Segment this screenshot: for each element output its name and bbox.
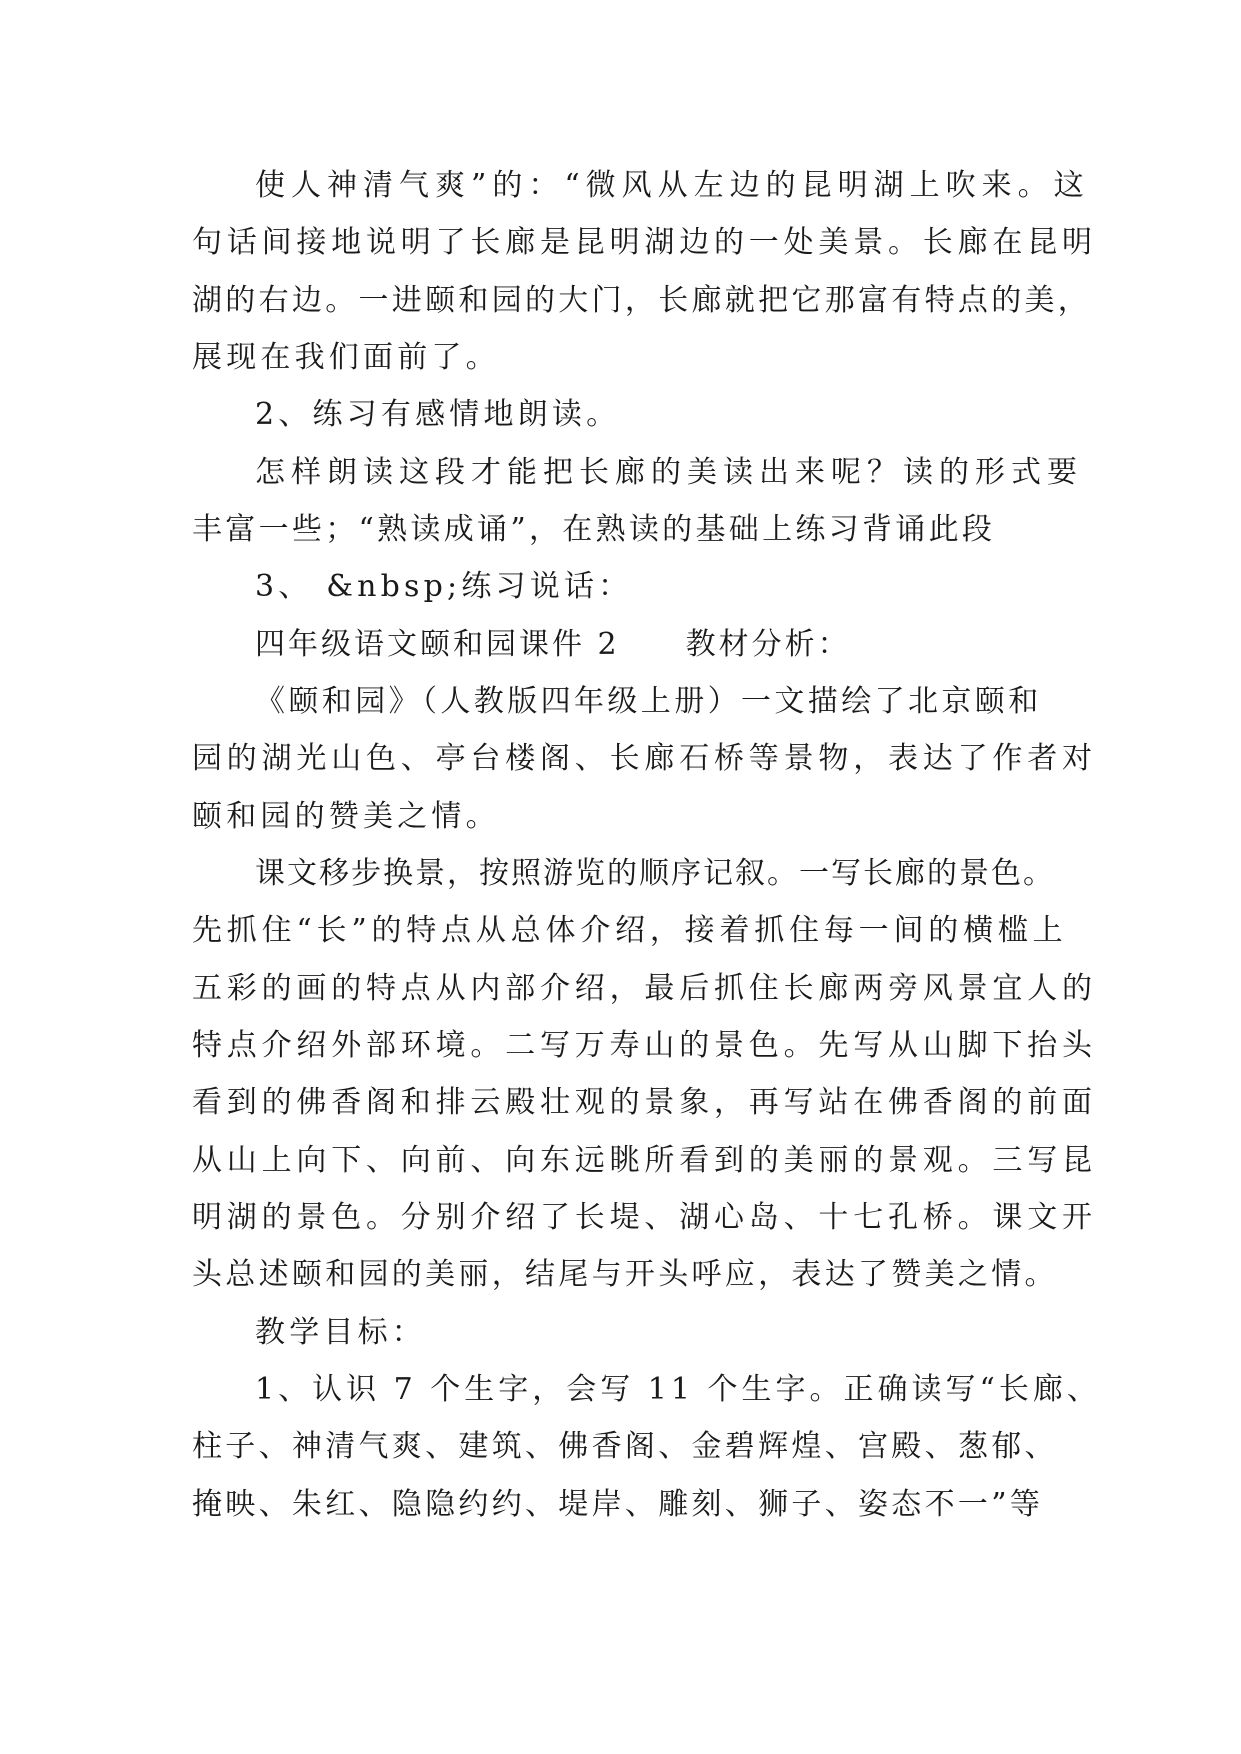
text-line: 《颐和园》（人教版四年级上册）一文描绘了北京颐和 [255, 684, 1042, 719]
text-line: 1、认识 7 个生字，会写 11 个生字。正确读写“长廊、 [255, 1372, 1101, 1407]
text-line: 湖的右边。一进颐和园的大门，长廊就把它那富有特点的美， [192, 283, 1092, 318]
text-line: 丰富一些；“熟读成诵”，在熟读的基础上练习背诵此段 [192, 512, 996, 547]
text-line: 课文移步换景，按照游览的顺序记叙。一写长廊的景色。 [255, 856, 1055, 891]
text-line: 先抓住“长”的特点从总体介绍，接着抓住每一间的横槛上 [192, 913, 1068, 948]
text-line: 教学目标： [255, 1315, 426, 1350]
text-line: 2、练习有感情地朗读。 [255, 397, 621, 432]
text-line: 看到的佛香阁和排云殿壮观的景象，再写站在佛香阁的前面 [192, 1085, 1097, 1120]
text-line: 怎样朗读这段才能把长廊的美读出来呢？读的形式要 [255, 455, 1083, 490]
text-line: 四年级语文颐和园课件 2 教材分析： [255, 627, 851, 662]
text-line: 掩映、朱红、隐隐约约、堤岸、雕刻、狮子、姿态不一”等 [192, 1487, 1044, 1522]
text-line: 头总述颐和园的美丽，结尾与开头呼应，表达了赞美之情。 [192, 1257, 1058, 1292]
text-line: 展现在我们面前了。 [192, 340, 500, 375]
text-line: 3、 &nbsp;练习说话： [255, 569, 633, 604]
text-line: 使人神清气爽”的：“微风从左边的昆明湖上吹来。这 [255, 168, 1090, 203]
text-line: 从山上向下、向前、向东远眺所看到的美丽的景观。三写昆 [192, 1143, 1097, 1178]
text-line: 特点介绍外部环境。二写万寿山的景色。先写从山脚下抬头 [192, 1028, 1097, 1063]
text-line: 句话间接地说明了长廊是昆明湖边的一处美景。长廊在昆明 [192, 225, 1097, 260]
text-line: 颐和园的赞美之情。 [192, 799, 500, 834]
text-line: 明湖的景色。分别介绍了长堤、湖心岛、十七孔桥。课文开 [192, 1200, 1097, 1235]
text-line: 园的湖光山色、亭台楼阁、长廊石桥等景物，表达了作者对 [192, 741, 1097, 776]
text-line: 五彩的画的特点从内部介绍，最后抓住长廊两旁风景宜人的 [192, 971, 1097, 1006]
text-line: 柱子、神清气爽、建筑、佛香阁、金碧辉煌、宫殿、葱郁、 [192, 1429, 1058, 1464]
